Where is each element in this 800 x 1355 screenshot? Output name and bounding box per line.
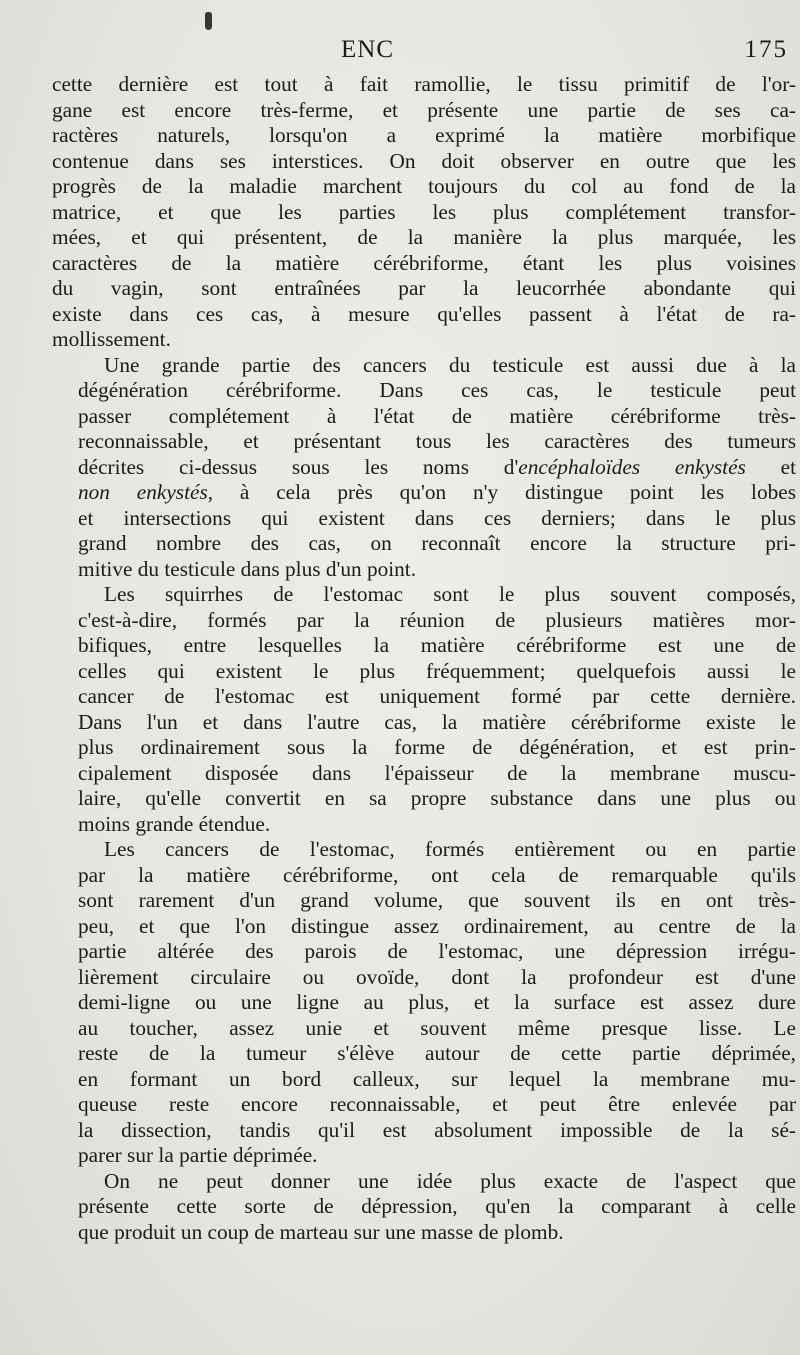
text-line: contenue dans ses interstices. On doit observer en outre que les xyxy=(52,148,796,173)
paragraph-5 xyxy=(52,1169,796,1246)
text-line: parer sur la partie déprimée. xyxy=(78,1143,318,1167)
text-line: et intersections qui existent dans ces derniers; dans le plus xyxy=(78,505,796,530)
text-line: cette dernière est tout à fait ramollie, le tissu primitif de l'or- xyxy=(52,72,796,96)
text-line: queuse reste encore reconnaissable, et peut être enlevée par xyxy=(78,1092,796,1116)
text-line: cancer de l'estomac est uniquement formé par cette dernière. xyxy=(78,684,796,708)
text-line: mitive du testicule dans plus d'un point. xyxy=(78,556,417,581)
text-line: présente cette sorte de dépression, qu'en la comparant à celle xyxy=(78,1194,796,1218)
text-line: gane est encore très-ferme, et présente une partie de ses ca- xyxy=(52,97,796,122)
text-line: au toucher, assez unie et souvent même presque lisse. Le xyxy=(78,1015,796,1040)
text-line: grand nombre des cas, on reconnaît encore la structure pri- xyxy=(78,531,796,555)
text-line: c'est-à-dire, formés par la réunion de plusieurs matières mor- xyxy=(78,607,796,632)
text-line: plus ordinairement sous la forme de dégénération, et est prin- xyxy=(78,735,796,759)
paragraph-3 xyxy=(52,582,796,837)
text-line: caractères de la matière cérébriforme, étant les plus voisines xyxy=(52,250,796,275)
text-line: progrès de la maladie marchent toujours du col au fond de la xyxy=(52,174,796,198)
text-line: mées, et qui présentent, de la manière la plus marquée, les xyxy=(52,225,796,249)
text-line: matrice, et que les parties les plus complétement transfor- xyxy=(52,199,796,224)
italic-term: encéphaloïdes enkystés xyxy=(518,454,746,479)
running-header xyxy=(52,36,788,72)
text-line: lièrement circulaire ou ovoïde, dont la profondeur est d'une xyxy=(78,964,796,989)
text-line: peu, et que l'on distingue assez ordinairement, au centre de la xyxy=(78,913,796,938)
text-line: la dissection, tandis qu'il est absolument impossible de la sé- xyxy=(78,1117,796,1142)
text-line-with-italic xyxy=(52,480,796,506)
text-line: Les cancers de l'estomac, formés entièrement ou en partie xyxy=(104,837,796,861)
text-run: et xyxy=(745,454,796,479)
text-line: sont rarement d'un grand volume, que souvent ils en ont très- xyxy=(78,888,796,912)
text-line-with-italic xyxy=(52,455,796,481)
text-line: en formant un bord calleux, sur lequel la membrane mu- xyxy=(78,1066,796,1091)
text-line: mollissement. xyxy=(52,327,171,351)
running-title: ENC xyxy=(341,36,394,63)
text-line: Les squirrhes de l'estomac sont le plus souvent composés, xyxy=(104,582,796,606)
ink-mark xyxy=(205,12,212,30)
paragraph-1 xyxy=(52,72,796,353)
text-line: que produit un coup de marteau sur une masse de plomb. xyxy=(78,1219,564,1244)
text-line: cipalement disposée dans l'épaisseur de la membrane muscu- xyxy=(78,760,796,785)
text-line: passer complétement à l'état de matière cérébriforme très- xyxy=(78,403,796,428)
text-line: On ne peut donner une idée plus exacte de l'aspect que xyxy=(104,1168,796,1193)
paragraph-2 xyxy=(52,353,796,583)
text-line: bifiques, entre lesquelles la matière cérébriforme est une de xyxy=(78,633,796,657)
text-line: laire, qu'elle convertit en sa propre substance dans une plus ou xyxy=(78,786,796,810)
text-line: celles qui existent le plus fréquemment; quelquefois aussi le xyxy=(78,658,796,683)
italic-term: non enkystés xyxy=(78,480,208,504)
text-line: du vagin, sont entraînées par la leucorrhée abondante qui xyxy=(52,276,796,300)
text-line: dégénération cérébriforme. Dans ces cas, le testicule peut xyxy=(78,378,796,402)
body-text xyxy=(52,72,796,1245)
text-line: Dans l'un et dans l'autre cas, la matière cérébriforme existe le xyxy=(78,709,796,734)
text-line: par la matière cérébriforme, ont cela de remarquable qu'ils xyxy=(78,862,796,887)
text-run: , à cela près qu'on n'y distingue point les lobes xyxy=(207,480,796,504)
text-line: reconnaissable, et présentant tous les caractères des tumeurs xyxy=(78,429,796,453)
text-line: ractères naturels, lorsqu'on a exprimé la matière morbifique xyxy=(52,123,796,147)
text-line: demi-ligne ou une ligne au plus, et la surface est assez dure xyxy=(78,990,796,1014)
text-run: décrites ci-dessus sous les noms d' xyxy=(78,454,519,479)
page-number: 175 xyxy=(744,36,788,63)
text-line: moins grande étendue. xyxy=(78,811,271,836)
paragraph-4 xyxy=(52,837,796,1169)
text-line: partie altérée des parois de l'estomac, une dépression irrégu- xyxy=(78,939,796,963)
text-line: Une grande partie des cancers du testicule est aussi due à la xyxy=(104,352,796,377)
text-line: existe dans ces cas, à mesure qu'elles passent à l'état de ra- xyxy=(52,301,796,326)
text-line: reste de la tumeur s'élève autour de cette partie déprimée, xyxy=(78,1041,796,1065)
